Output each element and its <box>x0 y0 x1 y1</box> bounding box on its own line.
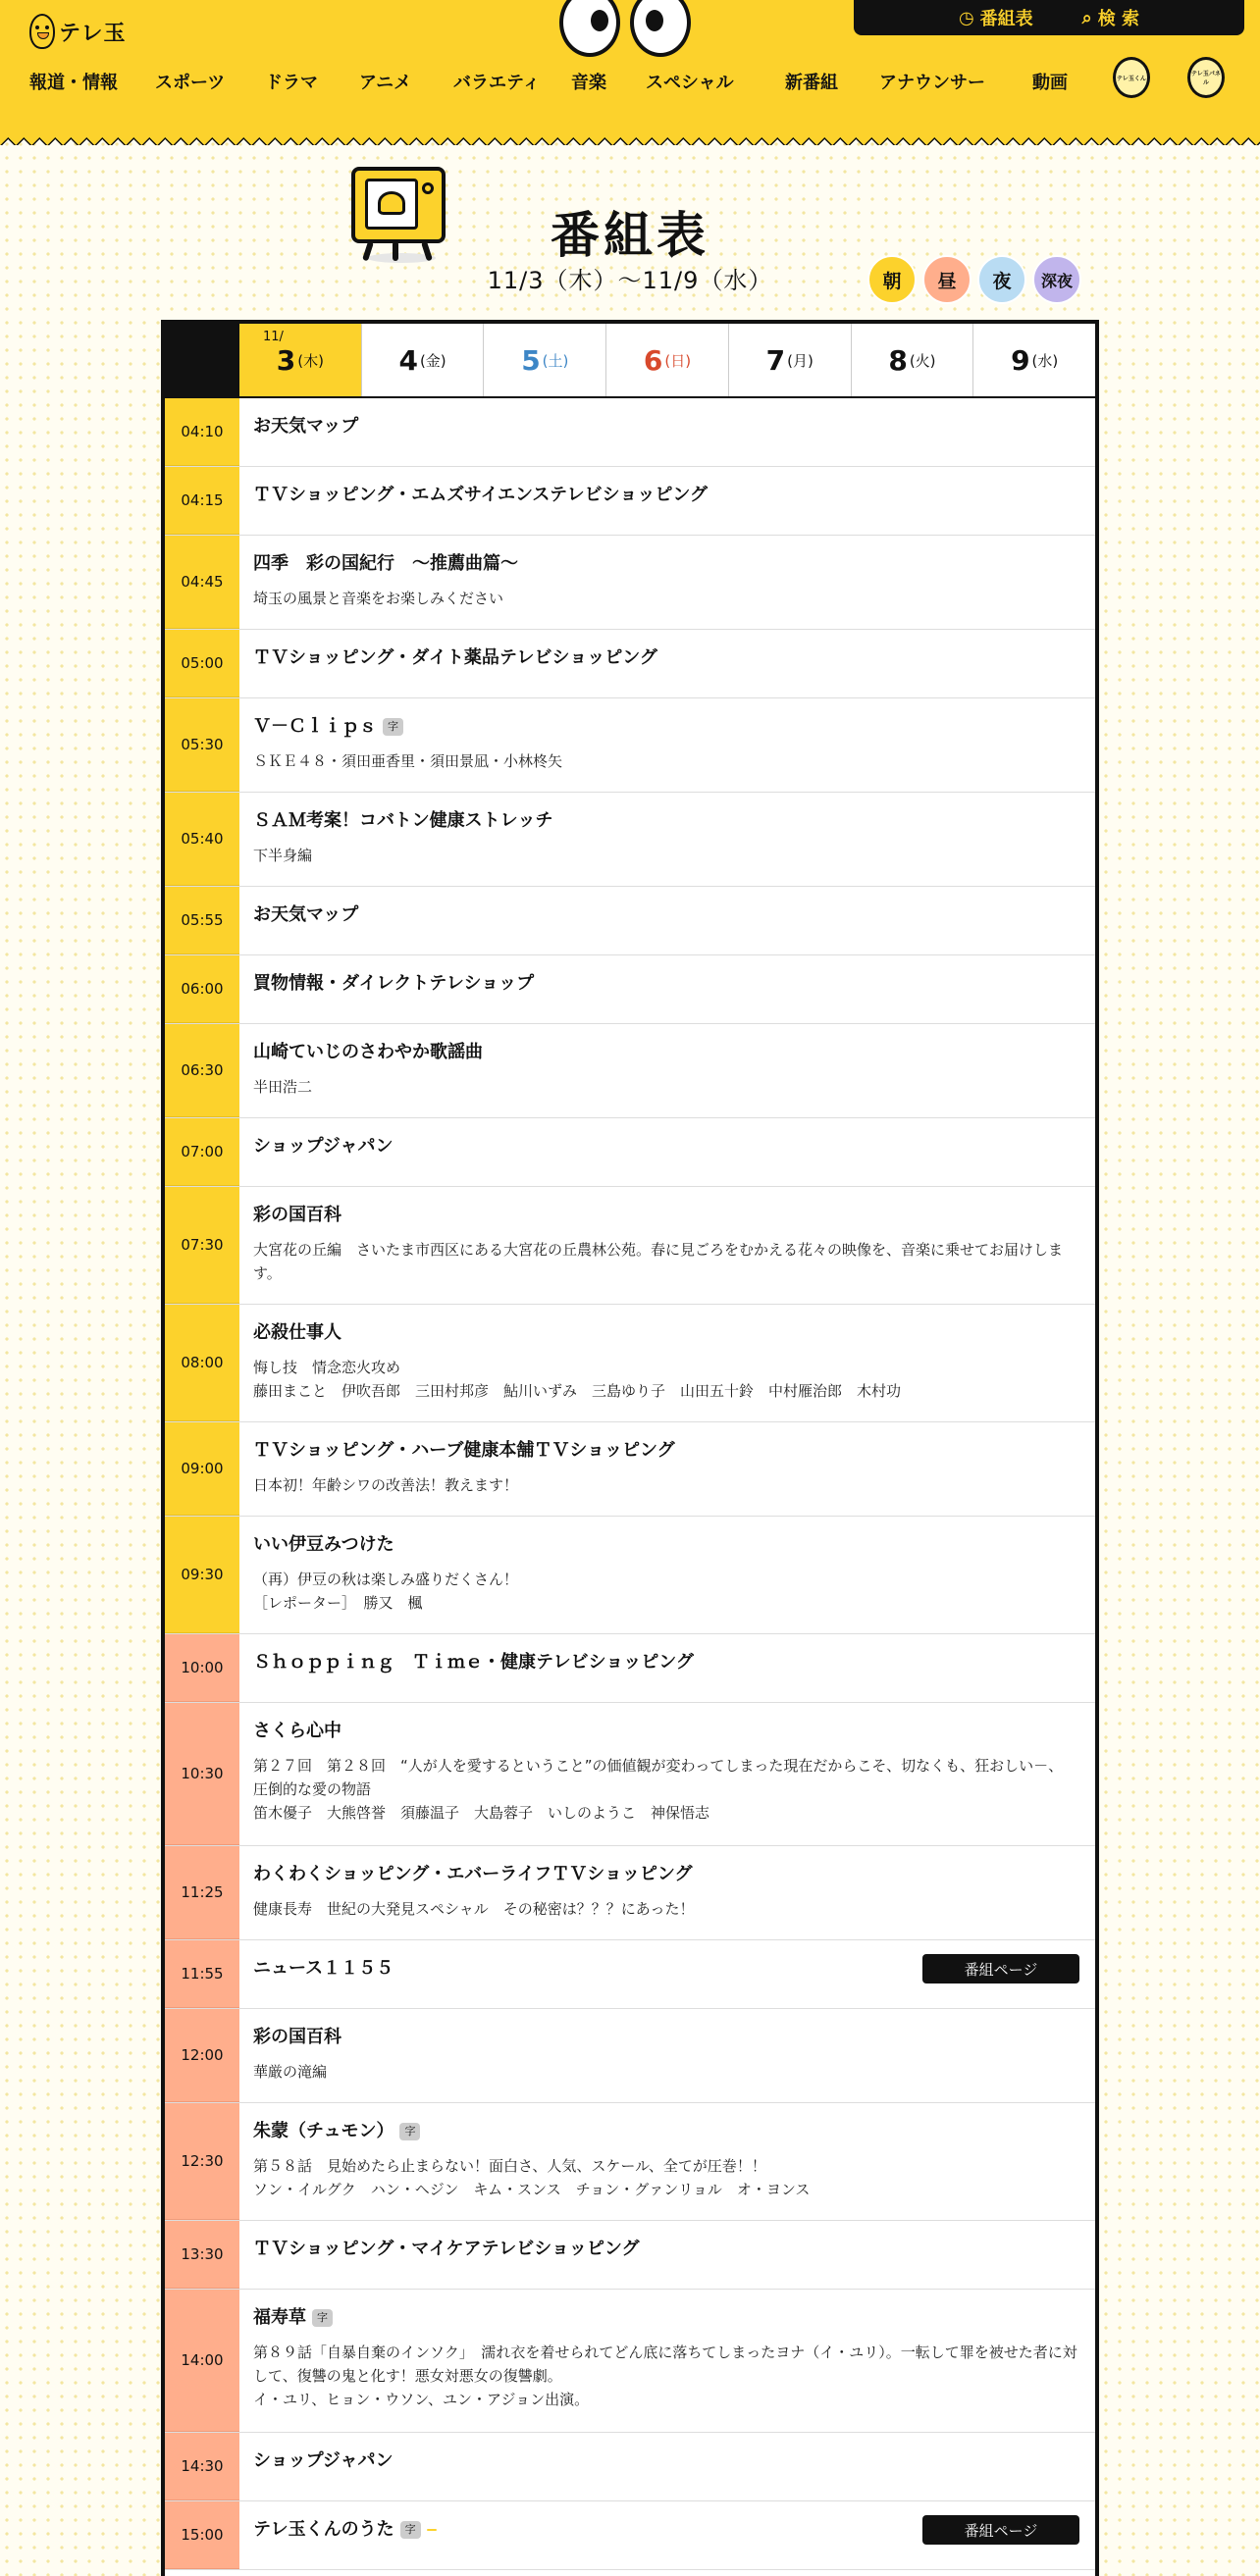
program-title-line <box>253 414 1077 439</box>
program-title-line <box>253 2237 1077 2262</box>
program-title[interactable]: ＴＶショッピング・マイケアテレビショッピング <box>253 2239 640 2259</box>
program-title-line <box>253 1862 1077 1887</box>
time-of-day-button-1[interactable]: 昼 <box>922 255 971 304</box>
program-title[interactable]: 朱蒙（チュモン） <box>253 2121 394 2141</box>
program-time: 15:00 <box>165 2501 239 2569</box>
program-title-line <box>253 1134 1077 1159</box>
program-title-line <box>253 645 1077 671</box>
program-description: 日本初！年齢シワの改善法！教えます！ <box>253 1476 519 1494</box>
subtitle-badge: 字 <box>400 2521 421 2539</box>
program-title-line <box>253 971 1077 997</box>
program-body <box>239 2009 1095 2102</box>
program-time: 11:55 <box>165 1940 239 2008</box>
nav-item[interactable]: バラエティ <box>453 73 541 93</box>
program-title-line <box>253 1040 1077 1065</box>
day-tab-7[interactable] <box>728 324 851 396</box>
schedule-link[interactable]: ◷ 番組表 <box>958 7 1033 29</box>
program-body <box>239 2103 1095 2220</box>
program-title-line <box>253 1532 1077 1558</box>
program-time: 05:40 <box>165 793 239 886</box>
program-title[interactable]: お天気マップ <box>253 904 359 925</box>
program-body <box>239 1846 1095 1939</box>
day-weekday: (木) <box>297 351 324 370</box>
program-body <box>239 698 1095 792</box>
program-time: 14:30 <box>165 2433 239 2500</box>
nav-item[interactable]: スペシャル <box>646 73 734 93</box>
day-number: 4 <box>398 343 418 377</box>
program-title[interactable]: 福寿草 <box>253 2307 306 2328</box>
program-time: 05:55 <box>165 887 239 954</box>
program-row[interactable] <box>165 955 1095 1024</box>
program-title-line <box>253 1203 1077 1228</box>
program-time: 06:30 <box>165 1024 239 1117</box>
mascot-eyes <box>559 0 691 57</box>
program-body <box>239 398 1095 466</box>
nav-item[interactable]: 動画 <box>1032 73 1068 93</box>
program-body <box>239 1940 1095 2008</box>
program-title[interactable]: ＴＶショッピング・エムズサイエンステレビショッピング <box>253 485 708 505</box>
tetama-kun-icon[interactable]: テレ玉くん <box>1113 57 1150 98</box>
page-title: 番組表 <box>551 207 709 264</box>
program-body <box>239 630 1095 697</box>
header-zigzag <box>0 129 1260 145</box>
program-title[interactable]: お天気マップ <box>253 416 359 437</box>
program-list <box>165 398 1095 2570</box>
program-time: 14:00 <box>165 2290 239 2432</box>
program-description: 下半身編 <box>253 847 313 864</box>
program-row[interactable] <box>165 1846 1095 1940</box>
site-logo[interactable] <box>29 14 127 49</box>
program-title[interactable]: ショップジャパン <box>253 1136 394 1157</box>
program-body <box>239 1517 1095 1633</box>
subtitle-badge: 字 <box>312 2309 333 2327</box>
program-time: 13:30 <box>165 2221 239 2289</box>
day-tab-8[interactable] <box>851 324 973 396</box>
clock-icon: ◷ <box>958 7 974 28</box>
program-time: 07:00 <box>165 1118 239 1186</box>
program-title[interactable]: ショップジャパン <box>253 2450 394 2471</box>
program-title-line <box>253 1438 1077 1464</box>
program-title[interactable]: さくら心中 <box>253 1721 341 1741</box>
program-description: 第２７回 第２８回 “人が人を愛するということ”の価値観が変わってしまった現在だからこそ、切なくも、狂おしい－、圧倒的な愛の物語 笛木優子 大熊啓誉 須藤温子 大島蓉子 いしのようこ 神保悟志 <box>253 1757 1064 1822</box>
time-of-day-button-2[interactable]: 夜 <box>977 255 1026 304</box>
nav-item[interactable]: アナウンサー <box>879 73 985 93</box>
program-description: （再）伊豆の秋は楽しみ盛りだくさん！ ［レポーター］ 勝又 楓 <box>253 1571 519 1612</box>
program-title[interactable]: ＴＶショッピング・ダイト薬品テレビショッピング <box>253 647 657 668</box>
program-page-button[interactable]: 番組ページ <box>922 2515 1079 2545</box>
tetama-chick-icon <box>29 14 55 49</box>
day-weekday: (火) <box>909 351 936 370</box>
day-month: 11/ <box>263 330 284 344</box>
tv-knob <box>422 182 434 194</box>
day-weekday: (日) <box>664 351 692 370</box>
program-time: 11:25 <box>165 1846 239 1939</box>
program-row[interactable] <box>165 1703 1095 1846</box>
program-row[interactable] <box>165 2103 1095 2221</box>
program-title-line <box>253 2448 1077 2474</box>
program-title[interactable]: Ｓｈｏｐｐｉｎｇ Ｔｉｍｅ・健康テレビショッピング <box>253 1652 694 1673</box>
program-body <box>239 793 1095 886</box>
program-title-line <box>253 808 1077 834</box>
program-description: 第５８話 見始めたら止まらない！面白さ、人気、スケール、全てが圧巻！！ ソン・イルグク ハン・ヘジン キム・スンス チョン・グァンリョル オ・ヨンス <box>253 2157 811 2198</box>
program-title-line <box>253 483 1077 508</box>
day-tab-4[interactable] <box>361 324 484 396</box>
program-body <box>239 2221 1095 2289</box>
program-row[interactable] <box>165 1187 1095 1305</box>
program-title[interactable]: Ｖ－Ｃｌｉｐｓ <box>253 716 377 737</box>
program-page-button[interactable]: 番組ページ <box>922 1954 1079 1984</box>
program-time: 10:30 <box>165 1703 239 1845</box>
day-number: 7 <box>765 343 786 377</box>
day-tab-6[interactable] <box>605 324 728 396</box>
program-row[interactable] <box>165 2009 1095 2103</box>
program-description: 華厳の滝編 <box>253 2063 328 2081</box>
program-time: 09:00 <box>165 1422 239 1516</box>
day-tab-9[interactable] <box>972 324 1095 396</box>
program-title[interactable]: ＴＶショッピング・ハーブ健康本舗ＴＶショッピング <box>253 1440 675 1461</box>
subtitle-badge: 字 <box>383 718 403 736</box>
program-time: 06:00 <box>165 955 239 1023</box>
nav-item[interactable]: 音楽 <box>571 73 606 93</box>
program-title[interactable]: 彩の国百科 <box>253 1205 341 1225</box>
program-body <box>239 1118 1095 1186</box>
program-body <box>239 955 1095 1023</box>
time-of-day-button-3[interactable]: 深夜 <box>1032 255 1081 304</box>
day-number: 3 <box>276 343 296 377</box>
program-description: 健康長寿 世紀の大発見スペシャル その秘密は？？？にあった！ <box>253 1900 695 1918</box>
program-title-line <box>253 2305 1077 2331</box>
schedule-table <box>161 320 1099 2576</box>
day-number: 9 <box>1011 343 1030 377</box>
program-body <box>239 1187 1095 1304</box>
program-row[interactable] <box>165 1024 1095 1118</box>
date-range: 11/3（木）〜11/9（水） <box>487 267 773 294</box>
program-title[interactable]: テレ玉くんのうた <box>253 2519 394 2540</box>
program-row[interactable] <box>165 698 1095 793</box>
program-title[interactable]: 彩の国百科 <box>253 2027 341 2047</box>
program-title-line <box>253 2025 1077 2050</box>
program-row[interactable] <box>165 2221 1095 2290</box>
search-icon: ⌕ <box>1081 7 1092 28</box>
program-title[interactable]: 四季 彩の国紀行 ～推薦曲篇～ <box>253 553 518 574</box>
left-eye-icon <box>559 0 620 57</box>
new-badge <box>427 2529 437 2531</box>
day-weekday: (月) <box>787 351 814 370</box>
nav-item[interactable]: アニメ <box>359 73 412 93</box>
program-body <box>239 2501 1095 2569</box>
program-row[interactable] <box>165 536 1095 630</box>
program-row[interactable] <box>165 2501 1095 2570</box>
program-title[interactable]: 必殺仕事人 <box>253 1322 341 1343</box>
day-number: 6 <box>643 343 663 377</box>
day-weekday: (水) <box>1031 351 1059 370</box>
program-time: 04:10 <box>165 398 239 466</box>
program-title-line <box>253 551 1077 577</box>
day-tab-3[interactable] <box>239 324 361 396</box>
program-title[interactable]: ニュース１１５５ <box>253 1958 394 1979</box>
logo-text: テレ玉 <box>59 21 127 46</box>
program-row[interactable] <box>165 398 1095 467</box>
program-time: 07:30 <box>165 1187 239 1304</box>
program-description: 埼玉の風景と音楽をお楽しみください <box>253 590 504 607</box>
program-body <box>239 887 1095 954</box>
program-body <box>239 2290 1095 2432</box>
table-corner <box>165 324 239 396</box>
program-title-line <box>253 2119 1077 2144</box>
program-row[interactable] <box>165 2290 1095 2433</box>
subtitle-badge: 字 <box>399 2123 420 2140</box>
program-row[interactable] <box>165 793 1095 887</box>
program-row[interactable] <box>165 630 1095 698</box>
program-row[interactable] <box>165 1517 1095 1634</box>
program-time: 04:45 <box>165 536 239 629</box>
program-row[interactable] <box>165 1118 1095 1187</box>
day-number: 5 <box>521 343 541 377</box>
program-time: 04:15 <box>165 467 239 535</box>
program-body <box>239 536 1095 629</box>
nav-item[interactable]: スポーツ <box>155 73 226 93</box>
program-time: 08:00 <box>165 1305 239 1421</box>
program-body <box>239 1422 1095 1516</box>
program-time: 12:00 <box>165 2009 239 2102</box>
program-body <box>239 2433 1095 2500</box>
program-time: 10:00 <box>165 1634 239 1702</box>
day-weekday: (土) <box>542 351 569 370</box>
program-body <box>239 1634 1095 1702</box>
right-eye-icon <box>630 0 691 57</box>
tetama-panel-icon[interactable]: テレ玉パネル <box>1187 57 1225 98</box>
program-description: 半田浩二 <box>253 1078 313 1096</box>
time-of-day-button-0[interactable]: 朝 <box>867 255 917 304</box>
day-number: 8 <box>888 343 908 377</box>
program-body <box>239 1703 1095 1845</box>
nav-item[interactable]: 報道・情報 <box>29 73 118 93</box>
search-link[interactable]: ⌕ 検 索 <box>1081 7 1140 29</box>
program-row[interactable] <box>165 887 1095 955</box>
program-title[interactable]: 山崎ていじのさわやか歌謡曲 <box>253 1042 483 1062</box>
day-tab-5[interactable] <box>483 324 605 396</box>
nav-item[interactable]: ドラマ <box>265 73 318 93</box>
program-row[interactable] <box>165 1940 1095 2009</box>
program-title[interactable]: 買物情報・ダイレクトテレショップ <box>253 973 535 994</box>
program-title-line <box>253 902 1077 928</box>
time-of-day-buttons <box>867 255 1081 304</box>
program-body <box>239 467 1095 535</box>
program-description: 第８９話「自暴自棄のインソク」 濡れ衣を着せられてどん底に落ちてしまったヨナ（イ・ユリ）。一転して罪を被せた者に対して、復讐の鬼と化す！悪女対悪女の復讐劇。 イ・ユリ、ヒョン・ウソン、ユン・アジョン出演。 <box>253 2344 1077 2408</box>
program-title[interactable]: わくわくショッピング・エバーライフＴＶショッピング <box>253 1864 693 1884</box>
program-time: 09:30 <box>165 1517 239 1633</box>
program-row[interactable] <box>165 1305 1095 1422</box>
program-description: 悔し技 情念恋火攻め 藤田まこと 伊吹吾郎 三田村邦彦 鮎川いずみ 三島ゆり子 山田五十鈴 中村雁治郎 木村功 <box>253 1359 902 1400</box>
program-row[interactable] <box>165 467 1095 536</box>
program-time: 05:00 <box>165 630 239 697</box>
program-title[interactable]: ＳＡＭ考案！コバトン健康ストレッチ <box>253 810 553 831</box>
program-description: ＳＫＥ４８・須田亜香里・須田景凪・小林柊矢 <box>253 752 563 770</box>
program-row[interactable] <box>165 2433 1095 2501</box>
program-time: 12:30 <box>165 2103 239 2220</box>
program-row[interactable] <box>165 1634 1095 1703</box>
program-body <box>239 1305 1095 1421</box>
program-title-line <box>253 1719 1077 1744</box>
program-body <box>239 1024 1095 1117</box>
nav-item[interactable]: 新番組 <box>785 73 838 93</box>
day-weekday: (金) <box>419 351 446 370</box>
program-time: 05:30 <box>165 698 239 792</box>
top-utility-bar <box>854 0 1244 35</box>
program-title-line <box>253 1320 1077 1346</box>
program-description: 大宮花の丘編 さいたま市西区にある大宮花の丘農林公苑。春に見ごろをむかえる花々の映像を、音楽に乗せてお届けします。 <box>253 1241 1064 1282</box>
program-title-line <box>253 1650 1077 1675</box>
day-tabs <box>165 324 1095 398</box>
program-row[interactable] <box>165 1422 1095 1517</box>
program-title-line <box>253 714 1077 740</box>
program-title[interactable]: いい伊豆みつけた <box>253 1534 394 1555</box>
